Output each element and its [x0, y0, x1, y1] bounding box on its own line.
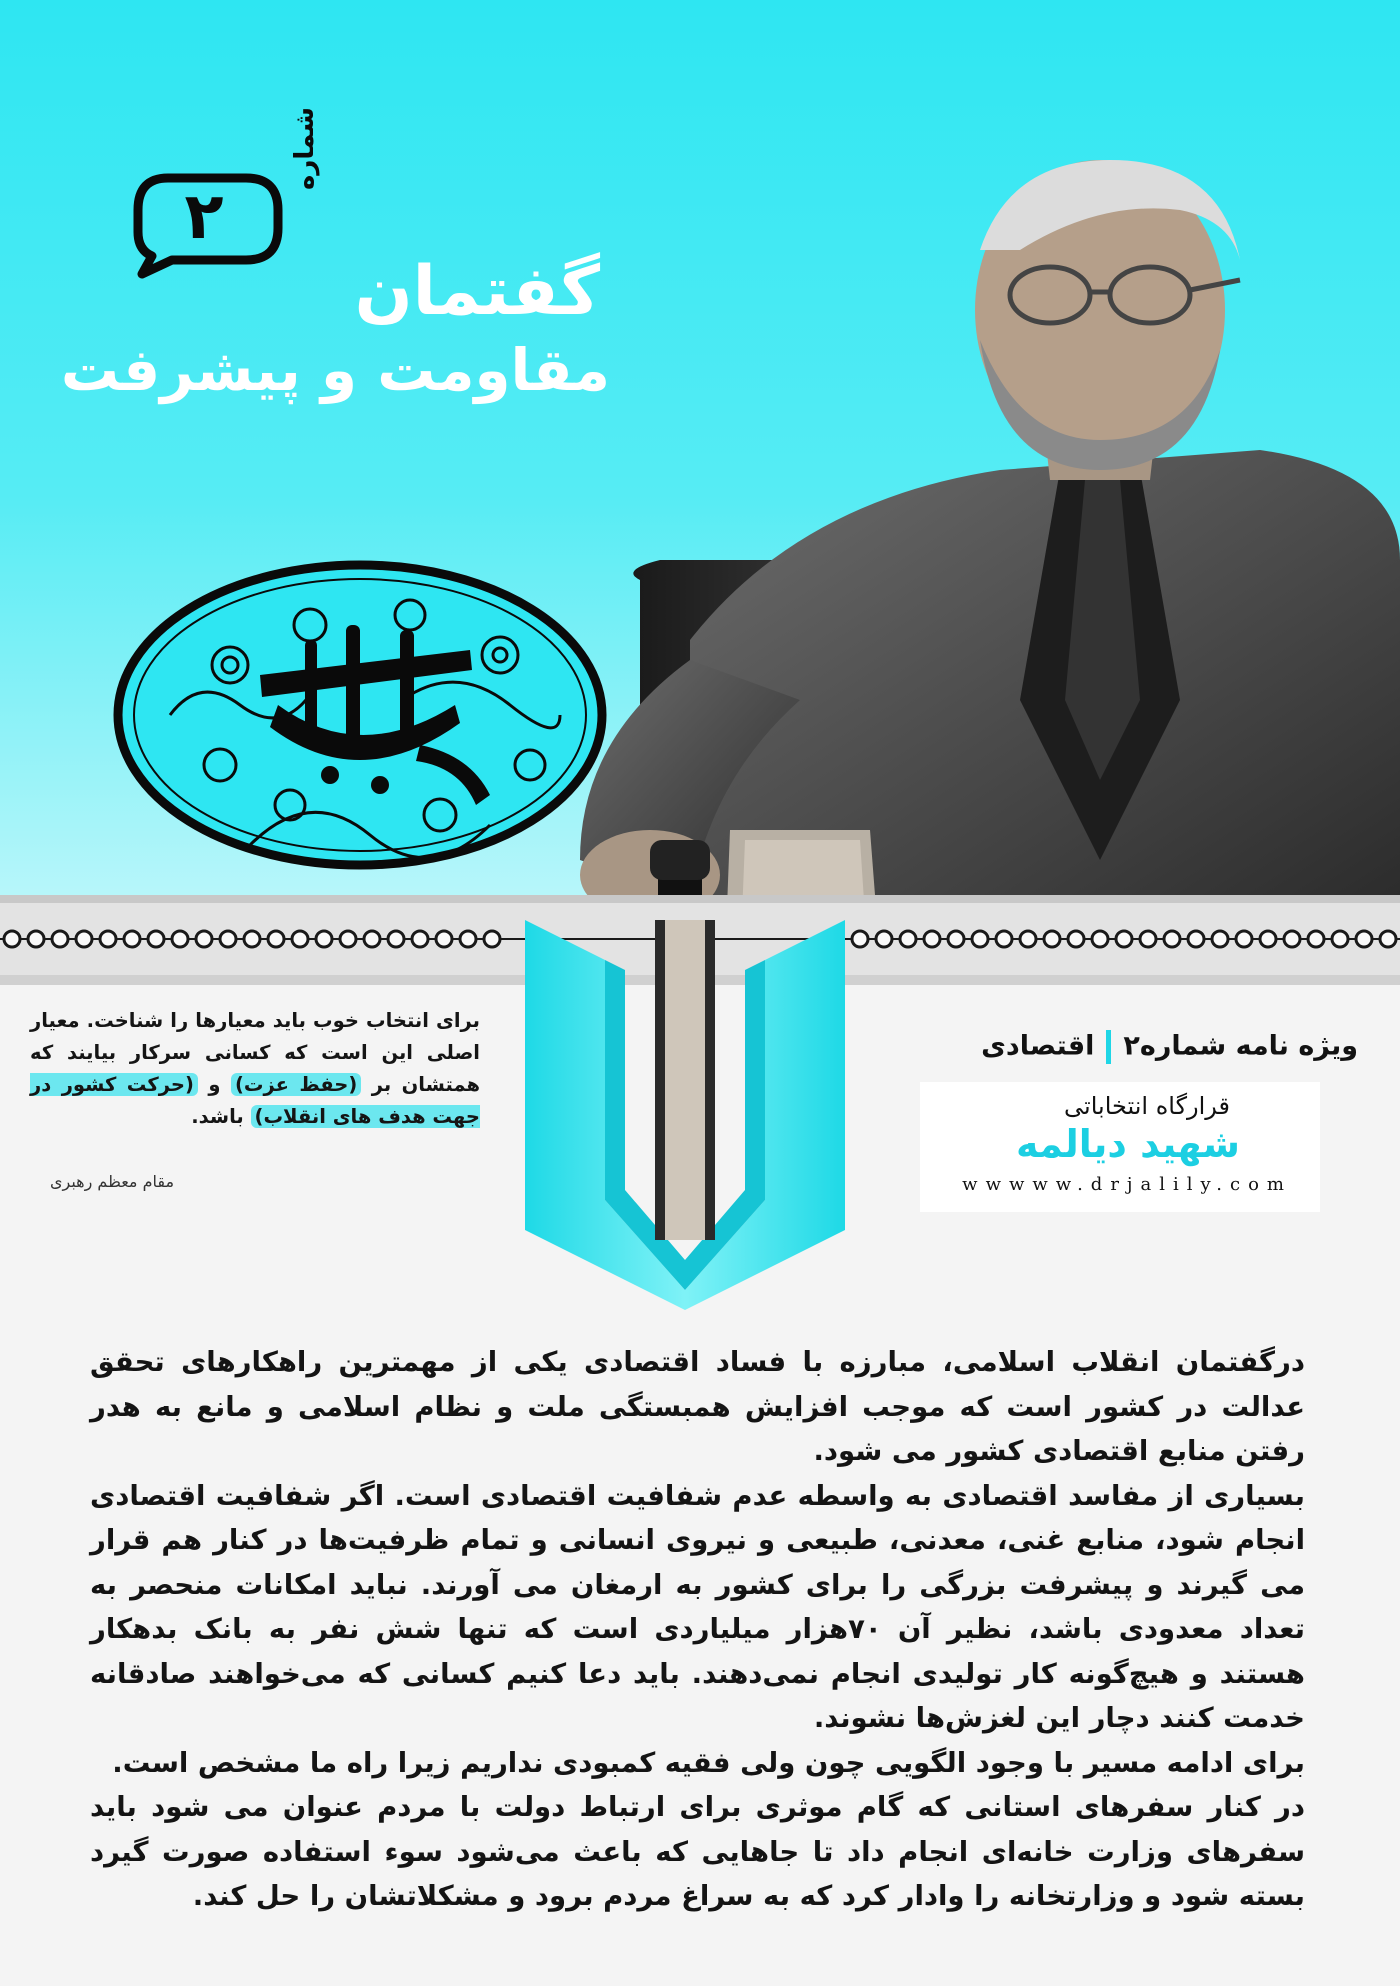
hq-label: قرارگاه انتخاباتی — [1064, 1092, 1230, 1120]
calligraphy-seal-logo — [110, 555, 610, 875]
article-paragraph: بسیاری از مفاسد اقتصادی به واسطه عدم شفافیت اقتصادی است. اگر شفافیت اقتصادی انجام شود، منابع غنی، معدنی، طبیعی و نیروی انسانی و تمام ظرفیت‌ها در کنار هم قرار می گیرند و پیشرفت بزرگی را برای کشور به ارمغان می آورند. نباید امکانات منحصر به تعداد معدودی باشد، نظیر آن ۷۰هزار میلیاردی است که تنها شش نفر به بانک بدهکار هستند و هیچ‌گونه کار تولیدی انجام نمی‌دهند. باید دعا کنیم کسانی که می‌خواهند صادقانه خدمت کنند دچار این لغزش‌ها نشوند. — [90, 1479, 1305, 1734]
hq-name: شهید دیالمه — [1016, 1122, 1240, 1166]
quote-conjunction: و — [208, 1073, 221, 1096]
ribbon-fold — [505, 900, 865, 1310]
quote-line-2: معیار اصلی این است که کسانی سرکار بیایند که همتشان بر — [30, 1009, 480, 1096]
hero-banner — [0, 0, 1400, 900]
quote-highlight-2: (حرکت کشور در جهت هدف های انقلاب) — [30, 1073, 480, 1128]
special-issue-topic: اقتصادی — [981, 1030, 1095, 1062]
hq-website[interactable]: wwwww.drjalily.com — [962, 1174, 1292, 1195]
issue-number: ۲ — [184, 180, 224, 254]
campaign-hq-box — [920, 1082, 1320, 1212]
quote-attribution: مقام معظم رهبری — [50, 1172, 175, 1191]
special-issue-label — [981, 1030, 1358, 1064]
special-issue-title: ویژه نامه شماره۲ — [1123, 1030, 1358, 1062]
quote-line-1: برای انتخاب خوب باید معیارها را شناخت. — [86, 1009, 481, 1032]
issue-word: شماره — [290, 106, 320, 190]
article-body — [90, 1340, 1305, 1919]
article-paragraph: در کنار سفرهای استانی که گام موثری برای ارتباط دولت با مردم عنوان می شود باید سفرهای وزارت خانه‌ای انجام داد تا جاهایی که باعث می‌شود سوء استفاده صورت گیرد بسته شود و وزارتخانه را وادار کرد که به سراغ مردم برود و مشکلاتشان را حل کند. — [90, 1791, 1305, 1912]
candidate-portrait — [540, 140, 1400, 900]
quote-end: باشد. — [191, 1105, 244, 1128]
page-title: گفتمان — [354, 252, 600, 331]
page-subtitle: مقاومت و پیشرفت — [60, 336, 610, 404]
leader-quote — [30, 1005, 480, 1133]
divider-bar — [1106, 1030, 1111, 1064]
article-paragraph: برای ادامه مسیر با وجود الگویی چون ولی فقیه کمبودی نداریم زیرا راه ما مشخص است. — [112, 1746, 1305, 1779]
article-paragraph: درگفتمان انقلاب اسلامی، مبارزه با فساد اقتصادی یکی از مهمترین راهکارهای تحقق عدالت در کشور است که موجب افزایش همبستگی ملت و نظام اسلامی و مانع به هدر رفتن منابع اقتصادی کشور می شود. — [90, 1346, 1305, 1467]
quote-highlight-1: (حفظ عزت) — [231, 1073, 361, 1096]
